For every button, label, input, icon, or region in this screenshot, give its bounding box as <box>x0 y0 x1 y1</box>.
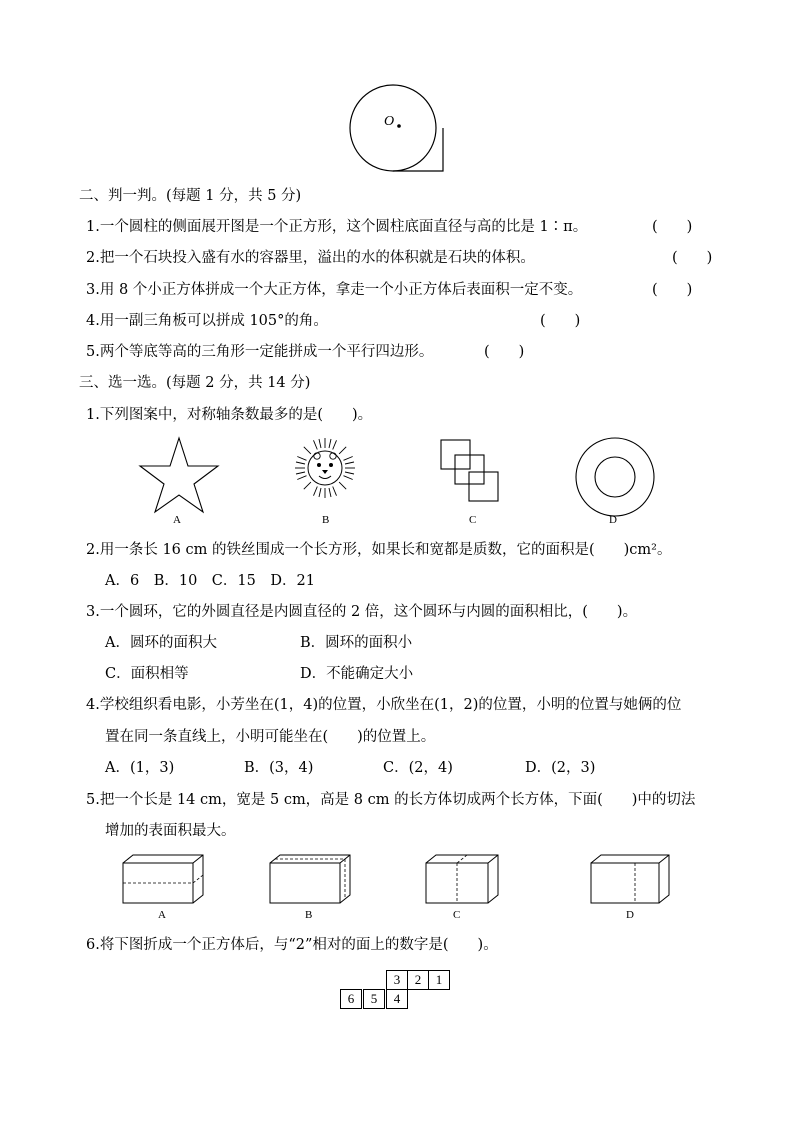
judge-item-1: 1.一个圆柱的侧面展开图是一个正方形，这个圆柱底面直径与高的比是 1∶π。 <box>86 219 588 235</box>
q1-label-b: B <box>322 514 330 526</box>
star-shape-icon <box>138 436 220 514</box>
q5-label-b: B <box>305 909 313 921</box>
q1-label-c: C <box>469 514 477 526</box>
net-cell: 6 <box>340 989 362 1009</box>
choice-q5-line2: 增加的表面积最大。 <box>105 823 236 839</box>
q5-label-a: A <box>158 909 166 921</box>
choice-q4-line2: 置在同一条直线上，小明可能坐在( )的位置上。 <box>105 729 436 745</box>
choice-q1: 1.下列图案中，对称轴条数最多的是( )。 <box>86 407 373 423</box>
choice-q2: 2.用一条长 16 cm 的铁丝围成一个长方形，如果长和宽都是质数，它的面积是( )cm²。 <box>86 542 672 558</box>
cuboid-a-icon <box>121 853 205 905</box>
q2-options: A．6 B．10 C．15 D．21 <box>105 573 315 589</box>
judge-blank-4[interactable]: ( ) <box>540 313 581 329</box>
q4-option-a: A．(1，3) <box>105 760 175 776</box>
q4-option-c: C．(2，4) <box>383 760 453 776</box>
section2-heading: 二、判一判。(每题 1 分，共 5 分) <box>79 188 302 204</box>
q3-option-d: D．不能确定大小 <box>300 666 414 682</box>
q4-option-b: B．(3，4) <box>244 760 314 776</box>
net-cell: 2 <box>407 970 429 990</box>
judge-item-3: 3.用 8 个小正方体拼成一个大正方体，拿走一个小正方体后表面积一定不变。 <box>86 282 583 298</box>
choice-q6: 6.将下图折成一个正方体后，与“2”相对的面上的数字是( )。 <box>86 937 498 953</box>
q3-option-a: A．圆环的面积大 <box>105 635 217 651</box>
choice-q4-line1: 4.学校组织看电影，小芳坐在(1，4)的位置，小欣坐在(1，2)的位置，小明的位置与她俩的位 <box>86 697 682 713</box>
judge-blank-5[interactable]: ( ) <box>484 344 525 360</box>
judge-item-2: 2.把一个石块投入盛有水的容器里，溢出的水的体积就是石块的体积。 <box>86 250 535 266</box>
concentric-circles-icon <box>574 436 656 518</box>
cuboid-d-icon <box>589 853 671 905</box>
circle-figure <box>345 84 447 176</box>
net-cell: 4 <box>386 989 408 1009</box>
judge-blank-2[interactable]: ( ) <box>672 250 713 266</box>
cuboid-b-icon <box>268 853 352 905</box>
q3-option-c: C．面积相等 <box>105 666 189 682</box>
choice-q3: 3.一个圆环，它的外圆直径是内圆直径的 2 倍，这个圆环与内圆的面积相比，( )。 <box>86 604 638 620</box>
judge-item-5: 5.两个等底等高的三角形一定能拼成一个平行四边形。 <box>86 344 434 360</box>
q5-label-c: C <box>453 909 461 921</box>
q1-label-d: D <box>609 514 617 526</box>
q3-option-b: B．圆环的面积小 <box>300 635 413 651</box>
choice-q5-line1: 5.把一个长是 14 cm，宽是 5 cm，高是 8 cm 的长方体切成两个长方体，下面( )中的切法 <box>86 792 696 808</box>
judge-blank-1[interactable]: ( ) <box>652 219 693 235</box>
lion-sun-icon <box>293 436 357 500</box>
judge-blank-3[interactable]: ( ) <box>652 282 693 298</box>
overlapping-squares-icon <box>440 439 502 503</box>
judge-item-4: 4.用一副三角板可以拼成 105°的角。 <box>86 313 328 329</box>
q1-label-a: A <box>173 514 181 526</box>
net-cell: 1 <box>428 970 450 990</box>
circle-center-label: O <box>384 114 395 129</box>
cuboid-c-icon <box>424 853 500 905</box>
net-cell: 5 <box>363 989 385 1009</box>
net-cell: 3 <box>386 970 408 990</box>
q4-option-d: D．(2，3) <box>525 760 596 776</box>
q5-label-d: D <box>626 909 634 921</box>
section3-heading: 三、选一选。(每题 2 分，共 14 分) <box>79 375 311 391</box>
